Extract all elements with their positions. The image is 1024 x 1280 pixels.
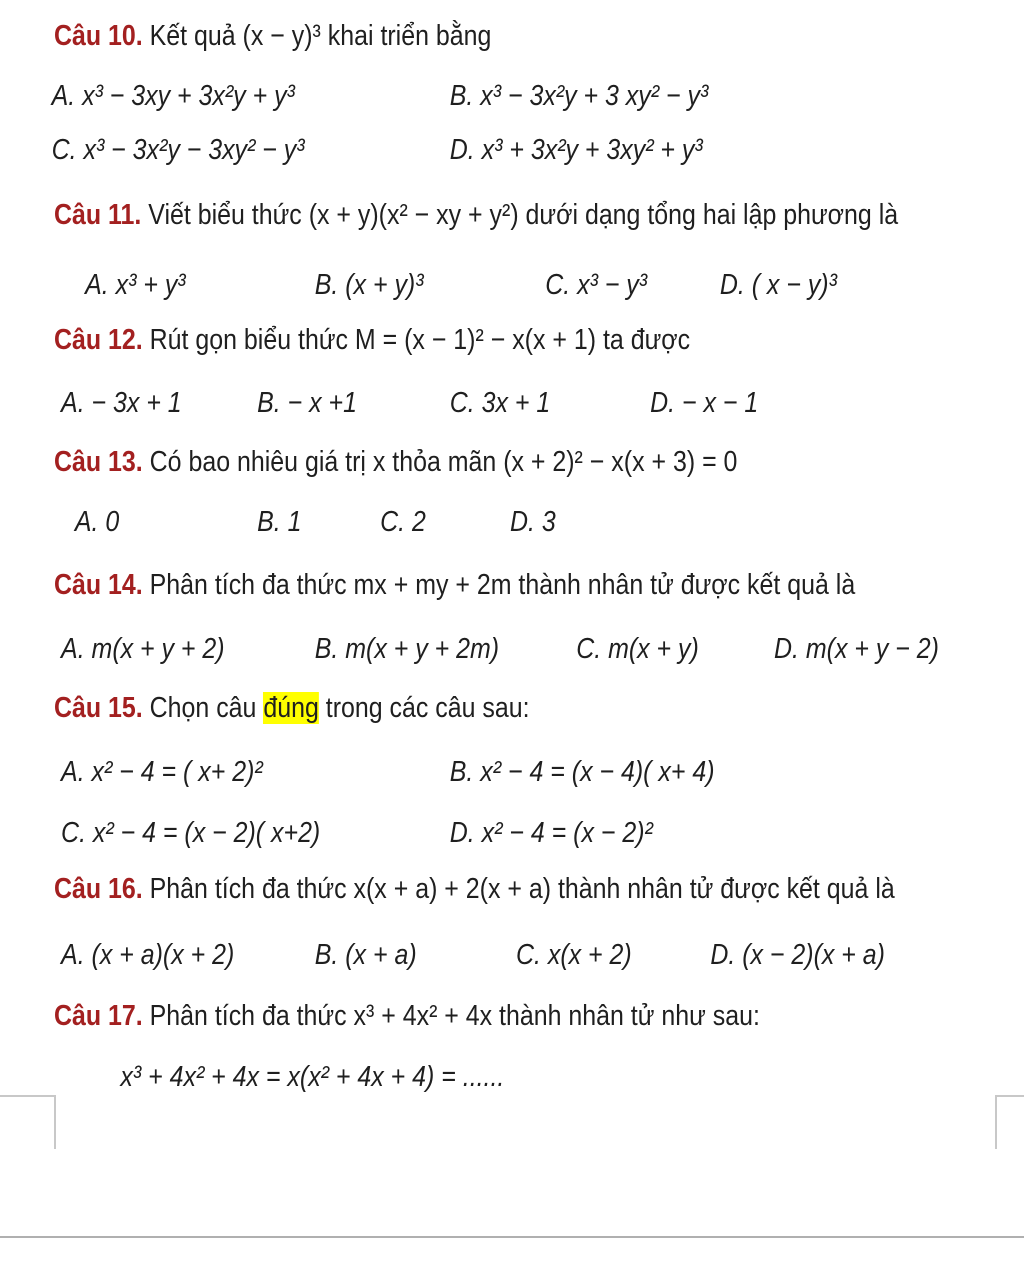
question-text: Kết quả (x − y)³ khai triển bằng bbox=[142, 20, 492, 52]
option-d: D. − x − 1 bbox=[650, 387, 759, 419]
option-c: C. x³ − y³ bbox=[545, 269, 648, 301]
page-corner-mark-left bbox=[0, 1095, 56, 1149]
question-label: Câu 11. bbox=[54, 199, 142, 231]
options-row bbox=[0, 933, 885, 977]
option-d: D. 3 bbox=[509, 506, 556, 538]
question-label: Câu 12. bbox=[54, 324, 143, 356]
option-d: D. x³ + 3x²y + 3xy² + y³ bbox=[449, 134, 703, 166]
option-d: D. x² − 4 = (x − 2)² bbox=[449, 817, 653, 849]
work-line bbox=[0, 1055, 881, 1099]
option-a: A. m(x + y + 2) bbox=[61, 633, 225, 665]
option-b: B. m(x + y + 2m) bbox=[314, 633, 500, 665]
question-11 bbox=[54, 193, 899, 237]
option-c: C. x(x + 2) bbox=[516, 939, 632, 971]
option-c: C. m(x + y) bbox=[576, 633, 699, 665]
option-b: B. − x +1 bbox=[257, 387, 357, 419]
question-15 bbox=[54, 686, 888, 730]
option-b: B. x³ − 3x²y + 3 xy² − y³ bbox=[449, 80, 709, 112]
options-row bbox=[0, 381, 881, 425]
option-d: D. m(x + y − 2) bbox=[774, 633, 939, 665]
option-a: A. x² − 4 = ( x+ 2)² bbox=[61, 756, 263, 788]
question-label: Câu 13. bbox=[54, 446, 143, 478]
option-b: B. (x + a) bbox=[314, 939, 417, 971]
options-row bbox=[0, 811, 881, 855]
option-c: C. x² − 4 = (x − 2)( x+2) bbox=[61, 817, 321, 849]
question-label: Câu 16. bbox=[54, 873, 143, 905]
question-text: Có bao nhiêu giá trị x thỏa mãn (x + 2)² − x(x + 3) = 0 bbox=[142, 446, 738, 478]
option-b: B. 1 bbox=[257, 506, 302, 538]
question-12 bbox=[54, 318, 888, 362]
question-label: Câu 14. bbox=[54, 569, 143, 601]
question-text: Rút gọn biểu thức M = (x − 1)² − x(x + 1) ta được bbox=[142, 324, 691, 356]
option-c: C. 2 bbox=[380, 506, 426, 538]
option-d: D. ( x − y)³ bbox=[719, 269, 837, 301]
question-14 bbox=[54, 563, 888, 607]
question-13 bbox=[54, 440, 888, 484]
question-16 bbox=[54, 867, 895, 911]
question-text: Chọn câu bbox=[142, 692, 264, 724]
option-b: B. (x + y)³ bbox=[314, 269, 424, 301]
options-row bbox=[0, 750, 881, 794]
option-a: A. (x + a)(x + 2) bbox=[61, 939, 235, 971]
question-text: Phân tích đa thức x³ + 4x² + 4x thành nhân tử như sau: bbox=[142, 1000, 760, 1032]
options-row bbox=[0, 74, 881, 118]
option-d: D. (x − 2)(x + a) bbox=[710, 939, 885, 971]
page-bottom-divider bbox=[0, 1236, 1024, 1238]
question-label: Câu 10. bbox=[54, 20, 143, 52]
page-corner-mark-right bbox=[995, 1095, 1024, 1149]
question-text: Viết biểu thức (x + y)(x² − xy + y²) dưới dạng tổng hai lập phương là bbox=[141, 199, 899, 231]
question-text: Phân tích đa thức x(x + a) + 2(x + a) thành nhân tử được kết quả là bbox=[142, 873, 895, 905]
options-row bbox=[0, 500, 881, 544]
option-a: A. x³ − 3xy + 3x²y + y³ bbox=[51, 80, 295, 112]
option-a: A. − 3x + 1 bbox=[61, 387, 182, 419]
highlighted-word: đúng bbox=[263, 692, 319, 724]
option-b: B. x² − 4 = (x − 4)( x+ 4) bbox=[449, 756, 715, 788]
question-text: Phân tích đa thức mx + my + 2m thành nhân tử được kết quả là bbox=[142, 569, 856, 601]
options-row bbox=[0, 627, 939, 671]
option-a: A. x³ + y³ bbox=[85, 269, 186, 301]
option-c: C. 3x + 1 bbox=[449, 387, 551, 419]
option-c: C. x³ − 3x²y − 3xy² − y³ bbox=[51, 134, 305, 166]
option-a: A. 0 bbox=[74, 506, 120, 538]
question-label: Câu 15. bbox=[54, 692, 143, 724]
question-17 bbox=[54, 994, 888, 1038]
options-row bbox=[0, 263, 881, 307]
factoring-work: x³ + 4x² + 4x = x(x² + 4x + 4) = ...... bbox=[120, 1061, 505, 1093]
question-10 bbox=[54, 14, 888, 58]
question-text: trong các câu sau: bbox=[318, 692, 530, 724]
options-row bbox=[0, 128, 881, 172]
question-label: Câu 17. bbox=[54, 1000, 143, 1032]
